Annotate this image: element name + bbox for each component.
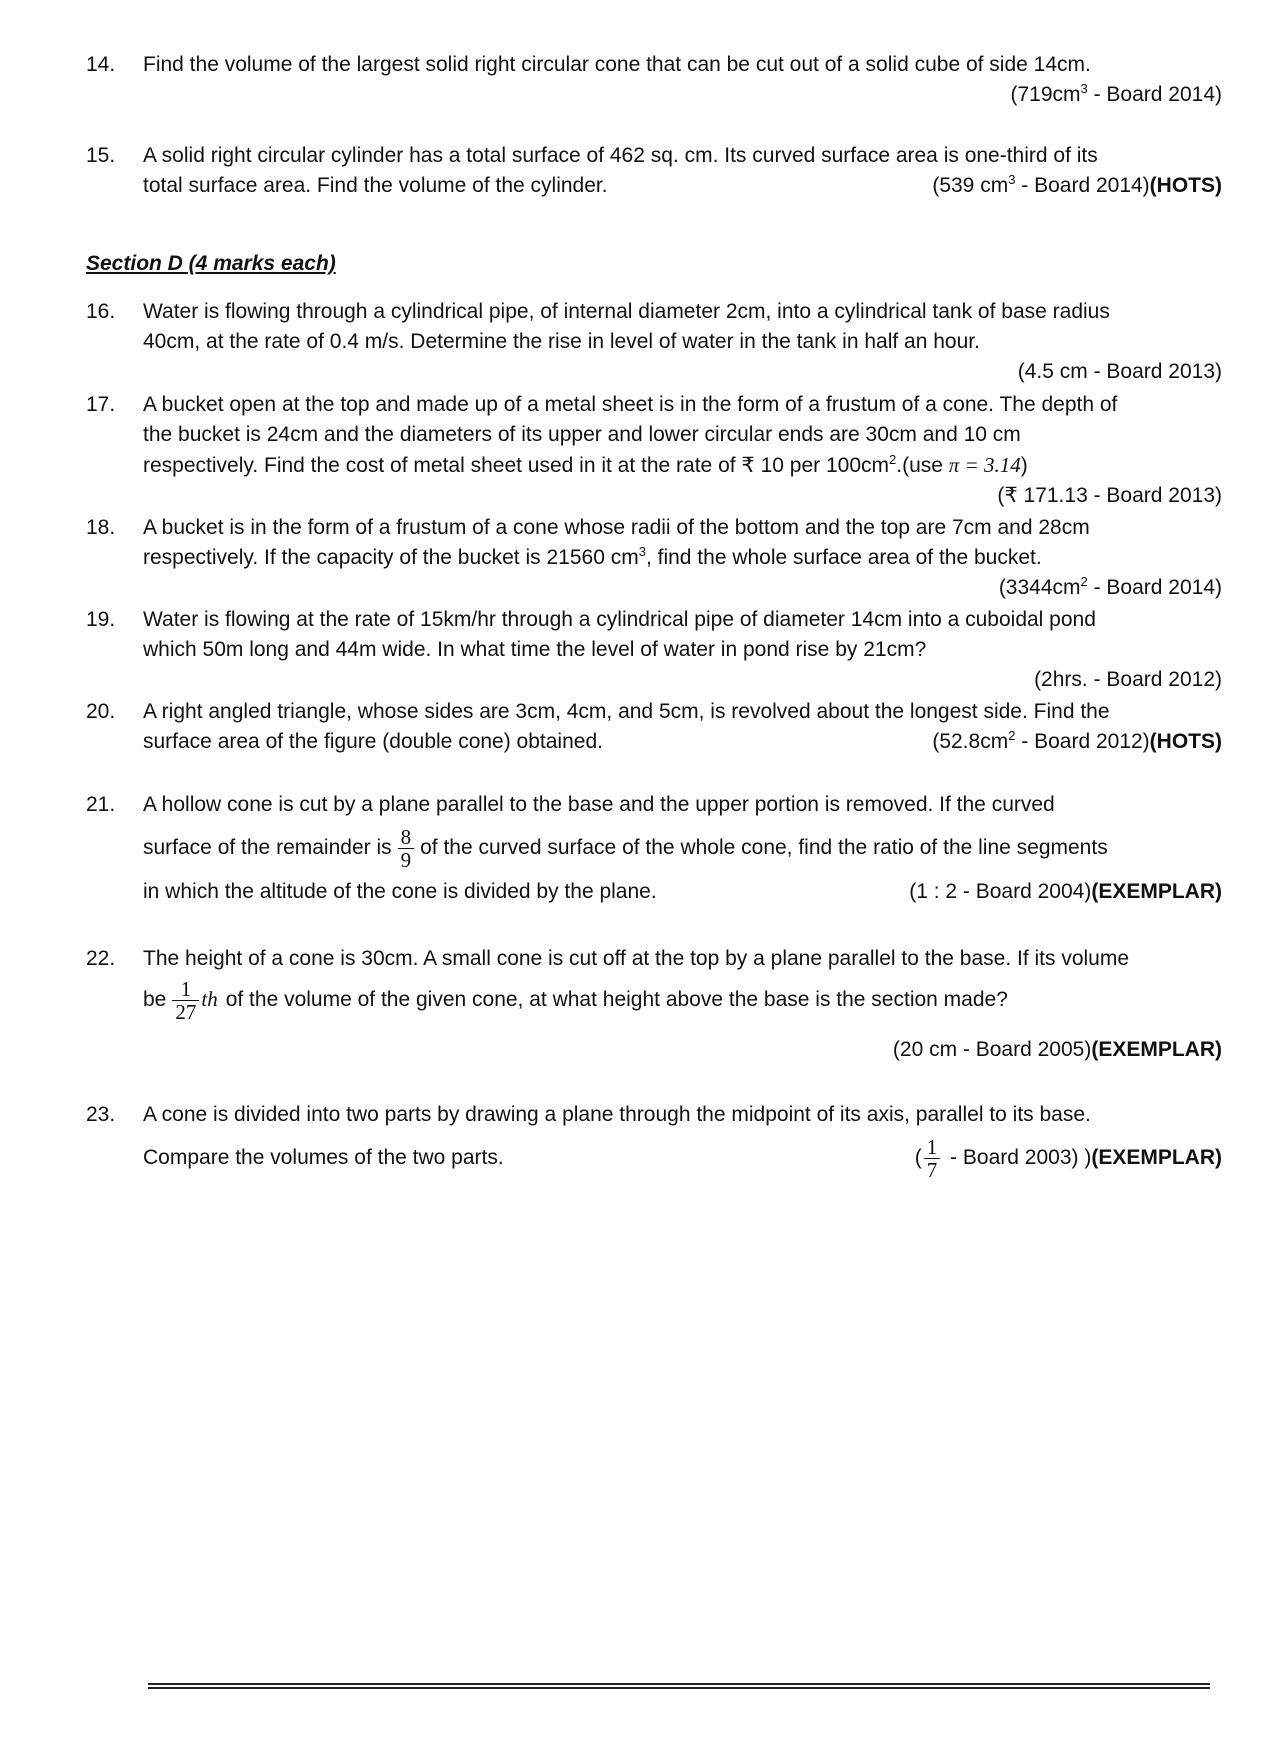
question-number: 23. <box>86 1103 116 1126</box>
question-15 <box>86 141 1222 201</box>
question-23 <box>86 1100 1222 1181</box>
hots-tag: (HOTS) <box>1149 174 1222 197</box>
question-text: A bucket open at the top and made up of a metal sheet is in the form of a frustum of a cone. The depth of <box>143 393 1118 416</box>
question-17 <box>86 390 1222 511</box>
hots-tag: (HOTS) <box>1149 730 1222 753</box>
question-text: A cone is divided into two parts by drawing a plane through the midpoint of its axis, parallel to its base. <box>143 1103 1091 1126</box>
question-text: the bucket is 24cm and the diameters of its upper and lower circular ends are 30cm and 10 cm <box>143 423 1021 446</box>
question-number: 20. <box>86 700 116 723</box>
answer: ($3344cm^2$ - Board 2014) <box>998 574 1222 599</box>
question-text: Compare the volumes of the two parts. <box>143 1146 504 1170</box>
question-text: A bucket is in the form of a frustum of a cone whose radii of the bottom and the top are 7cm and 28cm <box>143 516 1090 539</box>
question-text: The height of a cone is 30cm. A small cone is cut off at the top by a plane parallel to the base. If its volume <box>143 947 1130 970</box>
question-21 <box>86 790 1222 907</box>
footer-rule <box>148 1683 1210 1685</box>
question-number: 17. <box>86 393 116 416</box>
question-text: Water is flowing through a cylindrical pipe, of internal diameter 2cm, into a cylindrical tank of base radius <box>143 300 1110 323</box>
question-text: surface of the remainder is $\frac{8}{9}$ of the curved surface of the whole cone, find the ratio of the line segments <box>143 825 1108 872</box>
exemplar-tag: (EXEMPLAR) <box>1091 1146 1222 1170</box>
fraction: $\frac{1}{7}$ <box>924 1136 941 1181</box>
question-19 <box>86 605 1222 695</box>
section-heading: Section D (4 marks each) <box>86 252 336 275</box>
answer: (₹ 171.13 - Board 2013) <box>997 484 1222 507</box>
question-text: A solid right circular cylinder has a total surface of 462 sq. cm. Its curved surface area is one-third of its <box>143 144 1098 167</box>
fraction: $\frac{8}{9}$ <box>398 826 415 871</box>
question-16 <box>86 297 1222 387</box>
question-number: 19. <box>86 608 116 631</box>
question-text: which 50m long and 44m wide. In what time the level of water in pond rise by 21cm? <box>143 638 927 661</box>
answer: (1 : 2 - Board 2004)(EXEMPLAR) <box>909 880 1222 903</box>
question-number: 21. <box>86 793 116 816</box>
question-number: 15. <box>86 144 116 167</box>
question-text: respectively. If the capacity of the bucket is 21560 $cm^3$, find the whole surface area of the bucket. <box>143 544 1042 569</box>
question-text: 40cm, at the rate of 0.4 m/s. Determine the rise in level of water in the tank in half an hour. <box>143 330 980 353</box>
question-number: 14. <box>86 53 116 76</box>
pi-value: π = 3.14 <box>948 453 1021 477</box>
footer-rule <box>148 1687 1210 1689</box>
question-text: Water is flowing at the rate of 15km/hr through a cylindrical pipe of diameter 14cm into a cuboidal pond <box>143 608 1096 631</box>
question-number: 16. <box>86 300 116 323</box>
question-22 <box>86 944 1222 1065</box>
question-text: A hollow cone is cut by a plane parallel to the base and the upper portion is removed. If the curved <box>143 793 1055 816</box>
question-text: Find the volume of the largest solid right circular cone that can be cut out of a solid cube of side 14cm. <box>143 53 1091 76</box>
question-text: surface area of the figure (double cone) obtained. <box>143 730 603 753</box>
question-text: be $\frac{1}{27}$ th of the volume of the given cone, at what height above the base is the section made? <box>143 977 1008 1024</box>
answer: ( $\frac{1}{7}$ - Board 2003) )(EXEMPLAR) <box>914 1135 1222 1182</box>
question-number: 22. <box>86 947 116 970</box>
answer: (539 $cm^3$ - Board 2014)(HOTS) <box>932 172 1222 197</box>
question-text: respectively. Find the cost of metal sheet used in it at the rate of ₹ 10 per $100cm^2.(use$ π = 3.14) <box>143 452 1028 477</box>
exemplar-tag: (EXEMPLAR) <box>1091 880 1222 903</box>
fraction: $\frac{1}{27}$ <box>172 978 199 1023</box>
answer: (4.5 cm - Board 2013) <box>1017 360 1222 383</box>
question-20 <box>86 697 1222 757</box>
question-number: 18. <box>86 516 116 539</box>
exemplar-tag: (EXEMPLAR) <box>1091 1038 1222 1061</box>
answer: ($52.8cm^2$ - Board 2012)(HOTS) <box>932 728 1222 753</box>
question-text: A right angled triangle, whose sides are 3cm, 4cm, and 5cm, is revolved about the longest side. Find the <box>143 700 1110 723</box>
question-14 <box>86 50 1222 110</box>
question-text: total surface area. Find the volume of the cylinder. <box>143 174 608 197</box>
answer: (2hrs. - Board 2012) <box>1034 668 1222 691</box>
answer: (20 cm - Board 2005)(EXEMPLAR) <box>892 1038 1222 1061</box>
question-text: in which the altitude of the cone is divided by the plane. <box>143 880 657 903</box>
question-18 <box>86 513 1222 603</box>
answer: ($719cm^3$ - Board 2014) <box>1010 81 1222 106</box>
